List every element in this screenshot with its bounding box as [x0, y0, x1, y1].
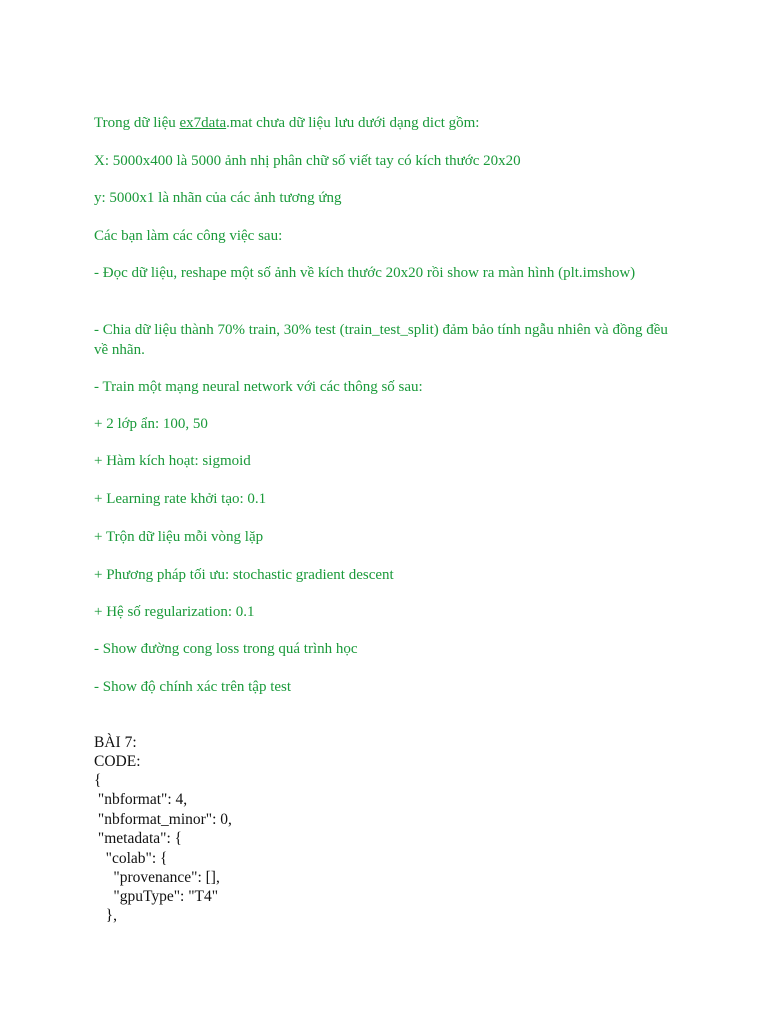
intro-text-after: .mat chưa dữ liệu lưu dưới dạng dict gồm: — [226, 115, 480, 131]
paragraph-y-description: y: 5000x1 là nhãn của các ảnh tương ứng — [94, 190, 342, 206]
paragraph-show-loss: - Show đường cong loss trong quá trình học — [94, 641, 358, 657]
paragraph-activation: + Hàm kích hoạt: sigmoid — [94, 453, 251, 469]
code-line: "nbformat": 4, — [94, 791, 188, 808]
code-line: "metadata": { — [94, 830, 183, 847]
exercise-heading: BÀI 7: — [94, 734, 137, 751]
paragraph-regularization: + Hệ số regularization: 0.1 — [94, 604, 255, 620]
code-line: "gpuType": "T4" — [94, 888, 219, 905]
paragraph-task-read-data: - Đọc dữ liệu, reshape một số ảnh về kích thước 20x20 rồi show ra màn hình (plt.imshow) — [94, 265, 636, 281]
code-line: { — [94, 772, 102, 789]
ex7data-link[interactable]: ex7data — [179, 115, 227, 131]
intro-text-before: Trong dữ liệu — [94, 115, 180, 131]
intro-paragraph — [94, 113, 479, 133]
code-line: "colab": { — [94, 850, 168, 867]
paragraph-hidden-layers: + 2 lớp ẩn: 100, 50 — [94, 416, 208, 432]
paragraph-task-split-data: - Chia dữ liệu thành 70% train, 30% test (train_test_split) đảm bảo tính ngẫu nhiên và đồng đều về nhãn. — [94, 322, 668, 358]
paragraph-x-description: X: 5000x400 là 5000 ảnh nhị phân chữ số viết tay có kích thước 20x20 — [94, 153, 521, 169]
code-line: "nbformat_minor": 0, — [94, 811, 232, 828]
code-heading: CODE: — [94, 753, 141, 770]
code-line: }, — [94, 907, 117, 924]
paragraph-shuffle: + Trộn dữ liệu mỗi vòng lặp — [94, 529, 264, 545]
paragraph-tasks-heading: Các bạn làm các công việc sau: — [94, 228, 283, 244]
paragraph-task-train: - Train một mạng neural network với các thông số sau: — [94, 379, 423, 395]
paragraph-learning-rate: + Learning rate khởi tạo: 0.1 — [94, 491, 267, 507]
code-line: "provenance": [], — [94, 869, 220, 886]
paragraph-show-accuracy: - Show độ chính xác trên tập test — [94, 679, 292, 695]
paragraph-optimizer: + Phương pháp tối ưu: stochastic gradient descent — [94, 567, 394, 583]
